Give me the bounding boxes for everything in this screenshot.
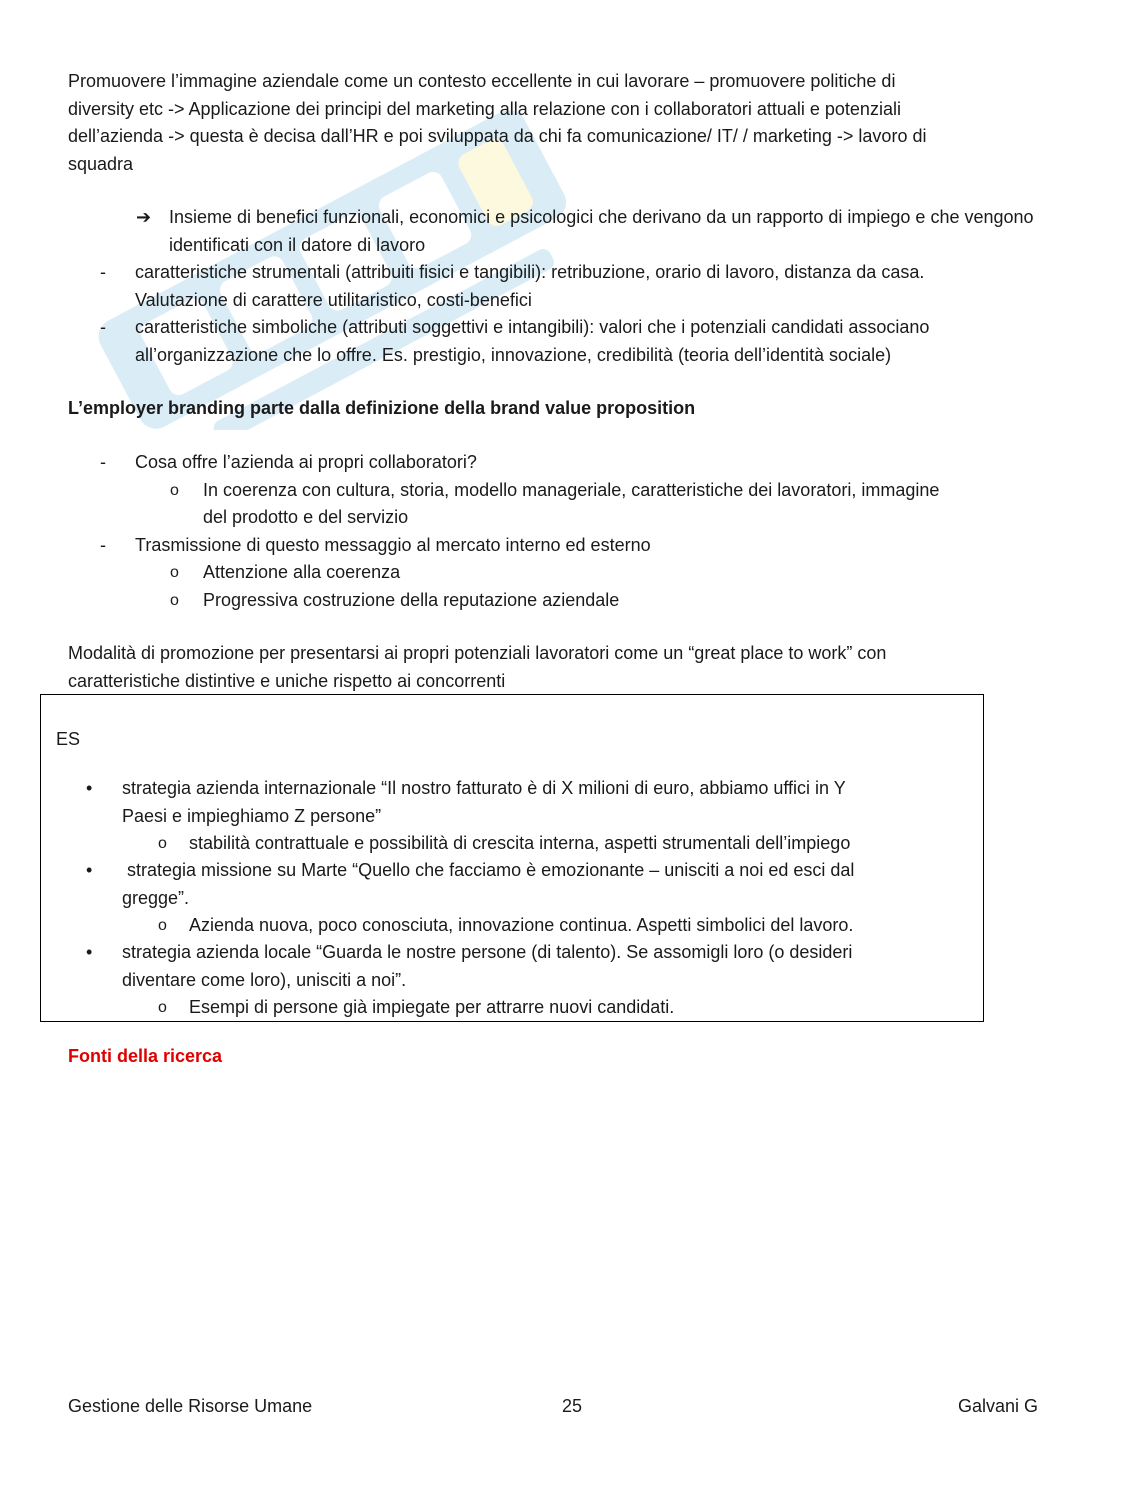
example-subitem-text: stabilità contrattuale e possibilità di crescita interna, aspetti strumentali dell’impiego bbox=[189, 833, 851, 853]
dash-marker: - bbox=[100, 317, 106, 337]
circle-marker: o bbox=[170, 564, 179, 581]
example-box bbox=[40, 694, 984, 1022]
sources-heading: Fonti della ricerca bbox=[68, 1046, 223, 1066]
example-item-line-1: strategia missione su Marte “Quello che facciamo è emozionante – unisciti a noi ed esci dal bbox=[122, 860, 855, 880]
dash-marker: - bbox=[100, 534, 106, 555]
example-item-line-1: strategia azienda locale “Guarda le nostre persone (di talento). Se assomigli loro (o desideri bbox=[122, 942, 853, 962]
section-heading: L’employer branding parte dalla definizione della brand value proposition bbox=[68, 398, 696, 418]
example-subitem-text: Esempi di persone già impiegate per attrarre nuovi candidati. bbox=[189, 997, 675, 1017]
example-item-line-1: strategia azienda internazionale “Il nostro fatturato è di X milioni di euro, abbiamo uffici in Y bbox=[122, 778, 846, 798]
arrow-right-icon: ➔ bbox=[136, 207, 152, 227]
dash-text-line-2: all’organizzazione che lo offre. Es. prestigio, innovazione, credibilità (teoria dell’identità sociale) bbox=[135, 344, 892, 365]
circle-list-item bbox=[170, 587, 1060, 615]
example-item bbox=[122, 939, 982, 994]
dash-text-line-2: Valutazione di carattere utilitaristico, costi-benefici bbox=[135, 289, 532, 310]
footer-left: Gestione delle Risorse Umane bbox=[68, 1396, 313, 1416]
circle-marker: o bbox=[170, 481, 179, 499]
page-number: 25 bbox=[562, 1396, 583, 1416]
intro-line-4: squadra bbox=[68, 153, 134, 174]
promo-line-2: caratteristiche distintive e uniche rispetto ai concorrenti bbox=[68, 670, 506, 691]
dash-marker: - bbox=[100, 452, 106, 472]
intro-line-3: dell’azienda -> questa è decisa dall’HR e poi sviluppata da chi fa comunicazione/ IT/ / marketing -> lavoro di bbox=[68, 126, 927, 146]
bullet-marker: • bbox=[86, 778, 93, 798]
example-label: ES bbox=[56, 729, 81, 749]
arrow-list-item bbox=[136, 204, 1056, 259]
example-item-line-2: diventare come loro), unisciti a noi”. bbox=[122, 969, 407, 990]
bullet-marker: • bbox=[86, 942, 93, 962]
circle-list-item bbox=[170, 559, 1060, 587]
footer-right: Galvani G bbox=[958, 1396, 1039, 1416]
example-subitem bbox=[158, 830, 978, 858]
example-subitem-text: Azienda nuova, poco conosciuta, innovazione continua. Aspetti simbolici del lavoro. bbox=[189, 915, 854, 935]
promo-line-1: Modalità di promozione per presentarsi ai propri potenziali lavoratori come un “great place to work” con bbox=[68, 643, 887, 663]
circle-marker: o bbox=[158, 835, 167, 852]
dash-text: Cosa offre l’azienda ai propri collaboratori? bbox=[135, 452, 477, 472]
circle-marker: o bbox=[158, 917, 167, 934]
intro-line-2: diversity etc -> Applicazione dei principi del marketing alla relazione con i collaboratori attuali e potenziali bbox=[68, 98, 901, 119]
example-item bbox=[122, 775, 982, 830]
dash-list-item bbox=[100, 314, 1060, 369]
dash-text-line-1: caratteristiche strumentali (attribuiti fisici e tangibili): retribuzione, orario di lavoro, distanza da casa. bbox=[135, 262, 925, 282]
circle-list-item bbox=[170, 477, 1060, 532]
intro-line-1: Promuovere l’immagine aziendale come un contesto eccellente in cui lavorare – promuovere politiche di bbox=[68, 71, 896, 91]
dash-list-item bbox=[100, 259, 1060, 314]
example-subitem bbox=[158, 994, 978, 1022]
example-item-line-2: gregge”. bbox=[122, 887, 190, 908]
dash-list-item bbox=[100, 532, 1060, 560]
dash-text-line-1: caratteristiche simboliche (attributi soggettivi e intangibili): valori che i potenziali candidati associano bbox=[135, 317, 930, 337]
example-subitem bbox=[158, 912, 978, 940]
dash-list-item bbox=[100, 449, 1060, 477]
circle-marker: o bbox=[158, 999, 167, 1016]
dash-text: Trasmissione di questo messaggio al mercato interno ed esterno bbox=[135, 534, 651, 555]
example-item-line-2: Paesi e impieghiamo Z persone” bbox=[122, 805, 382, 826]
bullet-marker: • bbox=[86, 860, 93, 880]
example-item bbox=[122, 857, 982, 912]
circle-text: Progressiva costruzione della reputazione aziendale bbox=[203, 589, 620, 610]
dash-marker: - bbox=[100, 262, 106, 282]
arrow-text: Insieme di benefici funzionali, economici e psicologici che derivano da un rapporto di impiego e che vengono identificati con il datore di lavoro bbox=[169, 207, 1034, 255]
circle-text-line-2: del prodotto e del servizio bbox=[203, 507, 409, 527]
circle-text: Attenzione alla coerenza bbox=[203, 562, 401, 582]
circle-text-line-1: In coerenza con cultura, storia, modello manageriale, caratteristiche dei lavoratori, immagine bbox=[203, 479, 940, 500]
circle-marker: o bbox=[170, 591, 179, 609]
